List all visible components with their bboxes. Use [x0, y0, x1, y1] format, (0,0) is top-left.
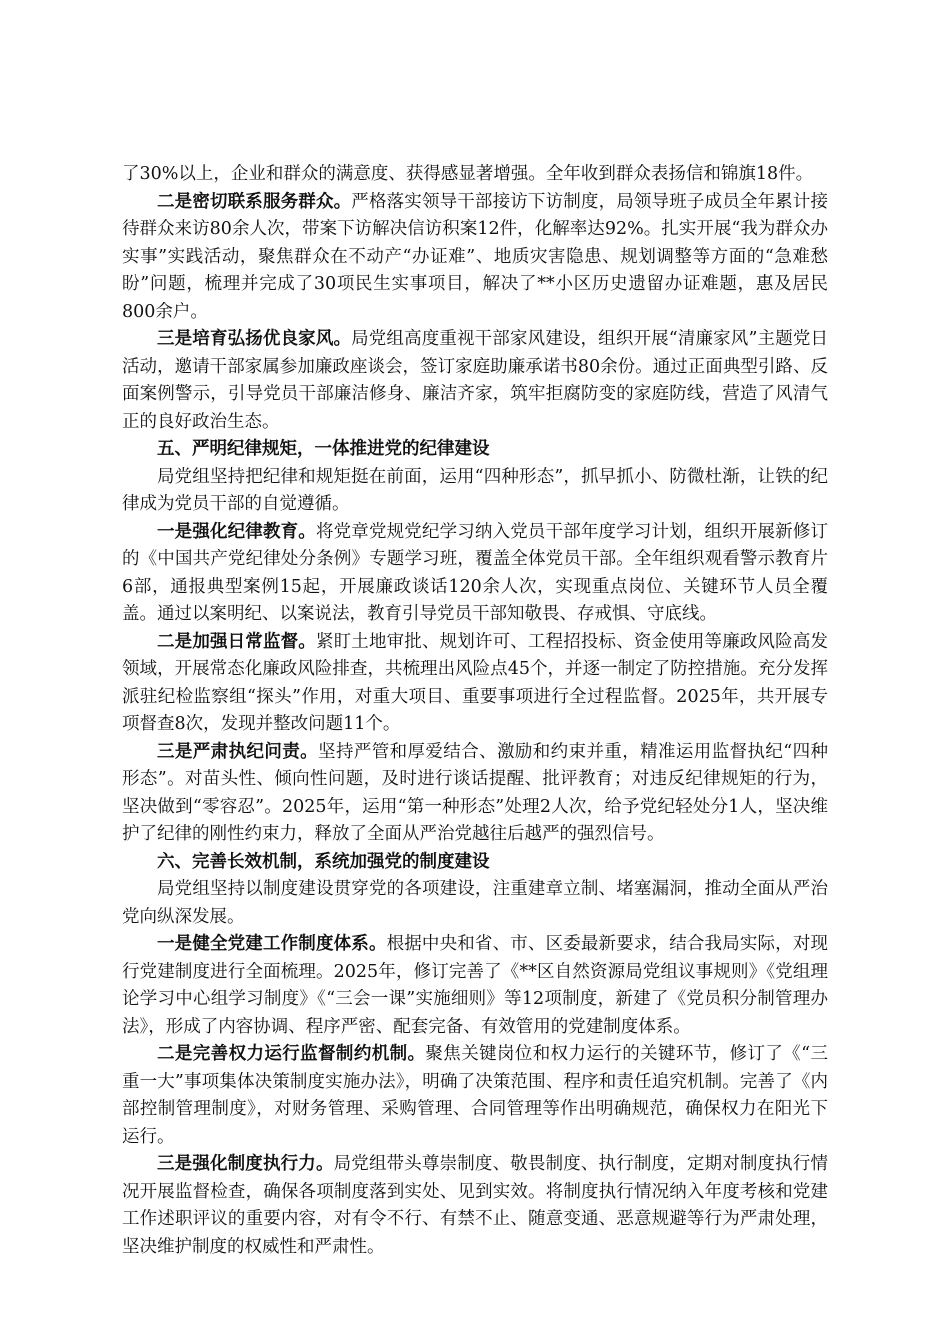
paragraph-lead: 二是加强日常监督。: [157, 631, 316, 652]
body-paragraph: [122, 189, 828, 327]
paragraph-lead: 一是强化纪律教育。: [157, 521, 316, 542]
body-paragraph: [122, 519, 828, 629]
paragraph-lead: 一是健全党建工作制度体系。: [157, 934, 387, 954]
paragraph-text: 根据中央和省、市、区委最新要求，结合我局实际，对现行党建制度进行全面梳理。2025年，修订完善了《**区自然资源局党组议事规则》《党组理论学习中心组学习制度》《“三会一课”实施细则》等12项制度，新建了《党员积分制管理办法》，形成了内容协调、程序严密、配套完备、有效管用的党建制度体系。: [122, 934, 828, 1037]
body-paragraph: [122, 1041, 828, 1151]
paragraph-text: 局党组带头尊崇制度、敬畏制度、执行制度，定期对制度执行情况开展监督检查，确保各项制度落到实处、见到实效。将制度执行情况纳入年度考核和党建工作述职评议的重要内容，对有令不行、有禁不止、随意变通、恶意规避等行为严肃处理，坚决维护制度的权威性和严肃性。: [122, 1154, 829, 1257]
paragraph-text: 严格落实领导干部接访下访制度，局领导班子成员全年累计接待群众来访80余人次，带案下访解决信访积案12件，化解率达92%。扎实开展“我为群众办实事”实践活动，聚焦群众在不动产“办证难”、地质灾害隐患、规划调整等方面的“急难愁盼”问题，梳理并完成了30项民生实事项目，解决了**小区历史遗留办证难题，惠及居民800余户。: [122, 191, 829, 322]
paragraph-text: 局党组高度重视干部家风建设，组织开展“清廉家风”主题党日活动，邀请干部家属参加廉政座谈会，签订家庭助廉承诺书80余份。通过正面典型引路、反面案例警示，引导党员干部廉洁修身、廉洁齐家，筑牢拒腐防变的家庭防线，营造了风清气正的良好政治生态。: [122, 329, 828, 432]
section-heading: 五、严明纪律规矩，一体推进党的纪律建设: [157, 439, 490, 459]
body-paragraph: [122, 464, 828, 519]
body-paragraph: [122, 1151, 828, 1261]
paragraph-text: 紧盯土地审批、规划许可、工程招投标、资金使用等廉政风险高发领域，开展常态化廉政风险排查，共梳理出风险点45个，并逐一制定了防控措施。充分发挥派驻纪检监察组“探头”作用，对重大项目、重要事项进行全过程监督。2025年，共开展专项督查8次，发现并整改问题11个。: [122, 631, 829, 734]
paragraph-lead: 二是完善权力运行监督制约机制。: [157, 1044, 426, 1064]
paragraph-text: 局党组坚持把纪律和规矩挺在前面，运用“四种形态”，抓早抓小、防微杜渐，让铁的纪律成为党员干部的自觉遵循。: [122, 466, 828, 514]
document-body: [122, 161, 828, 1261]
body-paragraph: [122, 161, 828, 189]
body-paragraph: [122, 629, 828, 739]
body-paragraph: [122, 876, 828, 931]
section-heading: 六、完善长效机制，系统加强党的制度建设: [157, 851, 490, 872]
paragraph-lead: 三是培育弘扬优良家风。: [157, 329, 352, 349]
paragraph-lead: 三是强化制度执行力。: [157, 1154, 334, 1174]
paragraph-text: 局党组坚持以制度建设贯穿党的各项建设，注重建章立制、堵塞漏洞，推动全面从严治党向纵深发展。: [122, 879, 828, 927]
body-paragraph: [122, 739, 828, 849]
paragraph-lead: 二是密切联系服务群众。: [157, 191, 352, 212]
paragraph-text: 聚焦关键岗位和权力运行的关键环节，修订了《“三重一大”事项集体决策制度实施办法》，明确了决策范围、程序和责任追究机制。完善了《内部控制管理制度》，对财务管理、采购管理、合同管理等作出明确规范，确保权力在阳光下运行。: [122, 1044, 829, 1147]
paragraph-text: 了30%以上，企业和群众的满意度、获得感显著增强。全年收到群众表扬信和锦旗18件。: [122, 164, 814, 184]
paragraph-text: 坚持严管和厚爱结合、激励和约束并重，精准运用监督执纪“四种形态”。对苗头性、倾向性问题，及时进行谈话提醒、批评教育；对违反纪律规矩的行为，坚决做到“零容忍”。2025年，运用“第一种形态”处理2人次，给予党纪轻处分1人，坚决维护了纪律的刚性约束力，释放了全面从严治党越往后越严的强烈信号。: [122, 741, 828, 844]
body-paragraph: [122, 931, 828, 1041]
paragraph-lead: 三是严肃执纪问责。: [157, 741, 319, 762]
body-paragraph: [122, 326, 828, 436]
paragraph-text: 将党章党规党纪学习纳入党员干部年度学习计划，组织开展新修订的《中国共产党纪律处分条例》专题学习班，覆盖全体党员干部。全年组织观看警示教育片6部，通报典型案例15起，开展廉政谈话120余人次，实现重点岗位、关键环节人员全覆盖。通过以案明纪、以案说法，教育引导党员干部知敬畏、存戒惧、守底线。: [122, 521, 829, 624]
